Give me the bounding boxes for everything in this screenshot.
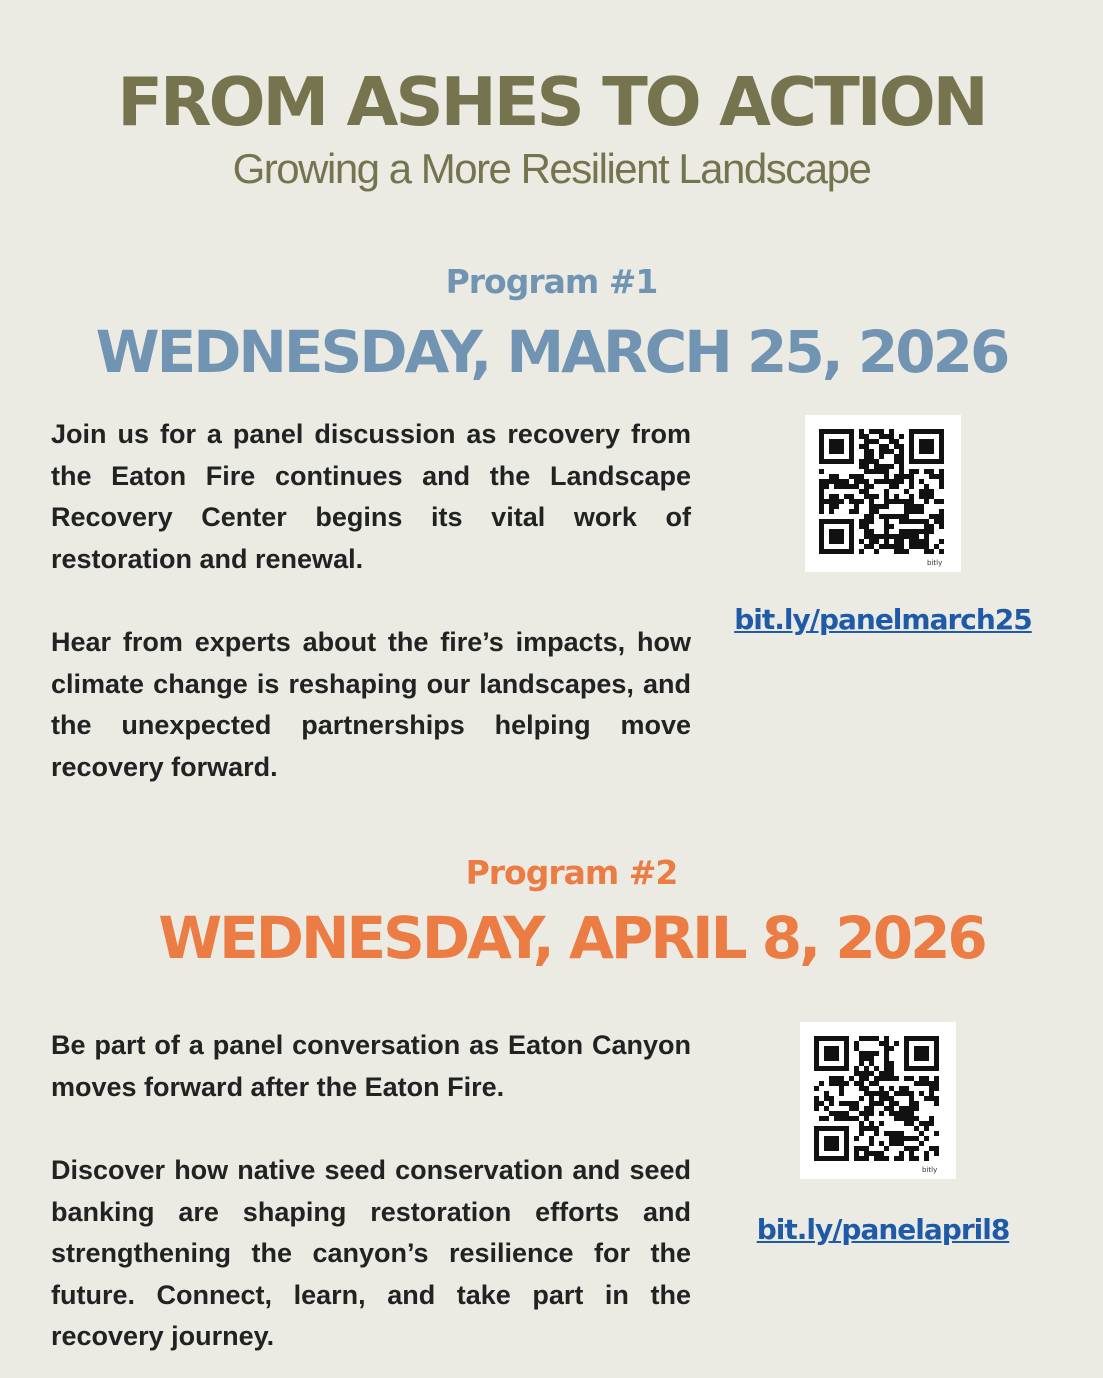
program-1-intro-paragraph: Join us for a panel discussion as recovery from the Eaton Fire continues and the Landscape Recovery Center begins its vital work of restoration and renewal. <box>51 419 691 574</box>
qr-code-graphic <box>805 415 961 572</box>
page-title: FROM ASHES TO ACTION <box>117 63 986 141</box>
program-2-link[interactable]: bit.ly/panelapril8 <box>756 1213 1010 1246</box>
program-2-date: WEDNESDAY, APRIL 8, 2026 <box>158 904 985 972</box>
program-1-label: Program #1 <box>445 262 658 301</box>
qr-tag: bitly <box>927 559 943 567</box>
qr-tag: bitly <box>922 1166 938 1174</box>
qr-code-graphic <box>800 1022 956 1179</box>
page-subtitle: Growing a More Resilient Landscape <box>232 145 871 192</box>
program-1-qr-code[interactable] <box>805 415 961 572</box>
program-1-details-paragraph: Hear from experts about the fire’s impacts, how climate change is reshaping our landscapes, and the unexpected partnerships helping move recovery forward. <box>51 627 691 782</box>
program-2-qr-code[interactable] <box>800 1022 956 1179</box>
program-2-details-paragraph: Discover how native seed conservation and seed banking are shaping restoration efforts and strengthening the canyon’s resilience for the future. Connect, learn, and take part in the recovery journey. <box>51 1155 691 1352</box>
program-1-link[interactable]: bit.ly/panelmarch25 <box>734 603 1032 636</box>
program-1-date: WEDNESDAY, MARCH 25, 2026 <box>95 318 1008 386</box>
program-2-intro-paragraph: Be part of a panel conversation as Eaton Canyon moves forward after the Eaton Fire. <box>51 1030 691 1102</box>
program-2-label: Program #2 <box>465 853 678 892</box>
